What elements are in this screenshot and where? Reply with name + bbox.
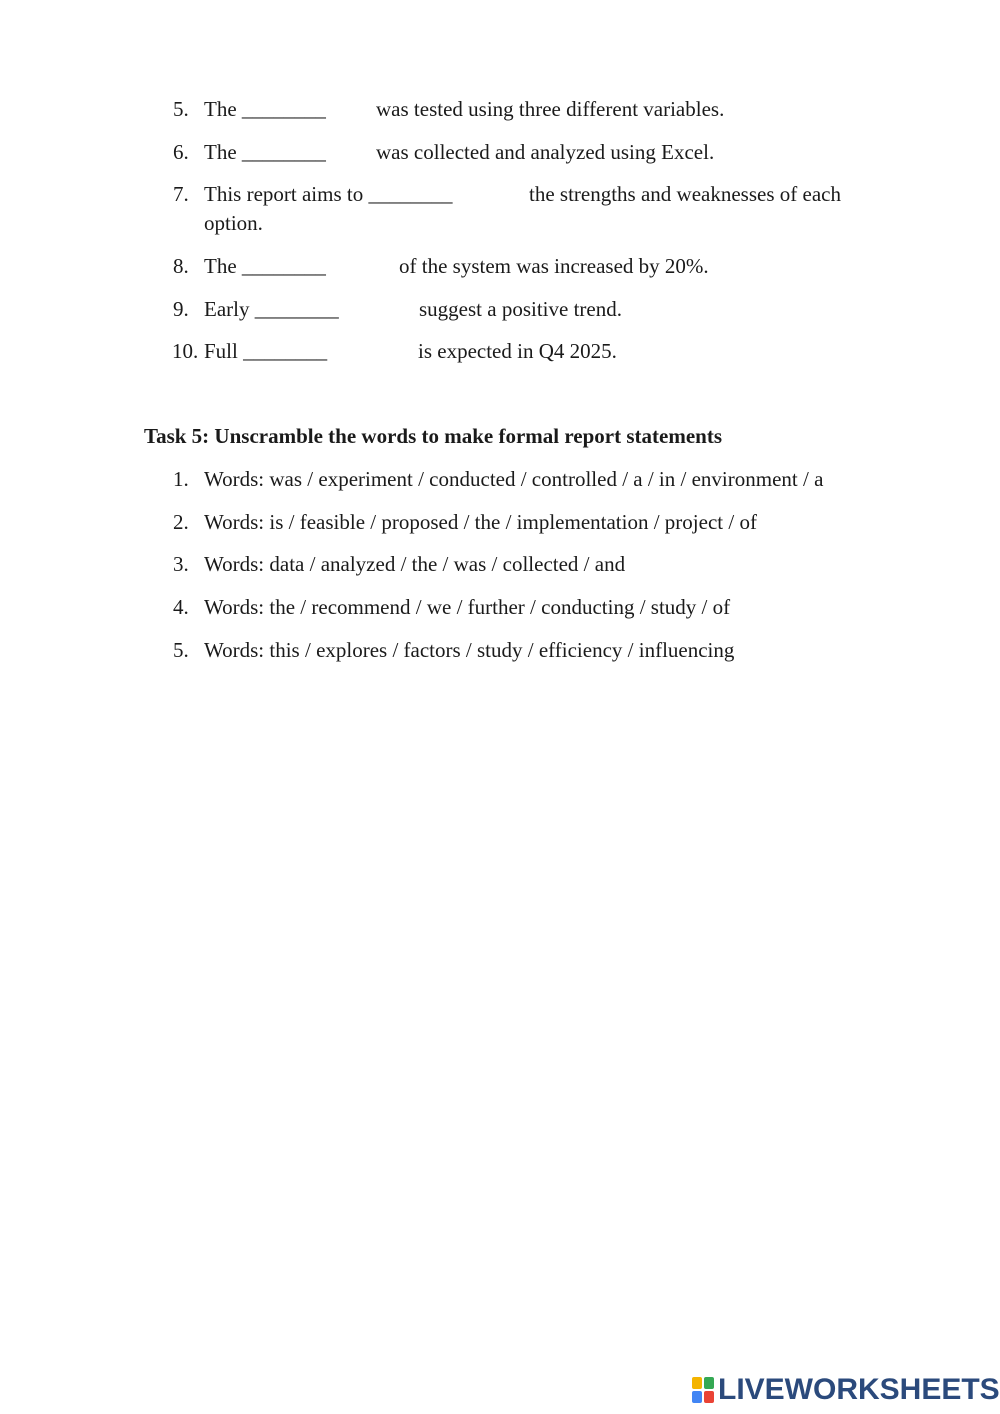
logo-square-red xyxy=(704,1391,714,1403)
item-text-before-blank: Early ________ xyxy=(204,297,339,321)
item-text-before-blank: This report aims to ________ xyxy=(204,182,453,206)
item-number: 4. xyxy=(173,595,189,619)
item-text-after-blank: the strengths and weaknesses of each xyxy=(529,182,841,206)
fill-in-item xyxy=(0,179,1000,209)
item-number: 8. xyxy=(173,254,189,278)
item-text-before-blank: The ________ xyxy=(204,97,326,121)
item-text-after-blank: was collected and analyzed using Excel. xyxy=(376,140,715,164)
item-words: Words: data / analyzed / the / was / collected / and xyxy=(204,552,626,576)
item-words: Words: the / recommend / we / further / conducting / study / of xyxy=(204,595,731,619)
item-number: 7. xyxy=(173,182,189,206)
item-text-before-blank: The ________ xyxy=(204,140,326,164)
item-text-after-blank: suggest a positive trend. xyxy=(419,297,622,321)
item-number: 10. xyxy=(172,339,199,363)
item-number: 2. xyxy=(173,510,189,534)
unscramble-item xyxy=(0,464,1000,494)
fill-in-item xyxy=(0,294,1000,324)
unscramble-item xyxy=(0,549,1000,579)
item-number: 5. xyxy=(173,638,189,662)
liveworksheets-logo-text: LIVEWORKSHEETS xyxy=(718,1373,1000,1406)
item-number: 6. xyxy=(173,140,189,164)
item-number: 3. xyxy=(173,552,189,576)
item-text-after-blank: of the system was increased by 20%. xyxy=(399,254,709,278)
item-text-after-blank: was tested using three different variables. xyxy=(376,97,725,121)
logo-square-yellow xyxy=(692,1377,702,1389)
unscramble-item xyxy=(0,635,1000,665)
unscramble-item xyxy=(0,592,1000,622)
fill-in-item xyxy=(0,137,1000,167)
task5-heading: Task 5: Unscramble the words to make formal report statements xyxy=(144,424,723,448)
item-text-before-blank: The ________ xyxy=(204,254,326,278)
item-number: 9. xyxy=(173,297,189,321)
item-text-after-blank: is expected in Q4 2025. xyxy=(418,339,617,363)
item-number: 1. xyxy=(173,467,189,491)
fill-in-item xyxy=(0,336,1000,366)
logo-square-blue xyxy=(692,1391,702,1403)
liveworksheets-logo-icon xyxy=(692,1377,714,1403)
item-words: Words: is / feasible / proposed / the / implementation / project / of xyxy=(204,510,757,534)
item-text-before-blank: Full ________ xyxy=(204,339,328,363)
fill-in-item xyxy=(0,251,1000,281)
fill-in-item-continuation xyxy=(0,208,1000,238)
item-words: Words: this / explores / factors / study / efficiency / influencing xyxy=(204,638,735,662)
item-continuation-text: option. xyxy=(204,211,263,235)
logo-square-green xyxy=(704,1377,714,1389)
liveworksheets-logo xyxy=(692,1372,1000,1408)
unscramble-item xyxy=(0,507,1000,537)
fill-in-item xyxy=(0,94,1000,124)
item-words: Words: was / experiment / conducted / controlled / a / in / environment / a xyxy=(204,467,824,491)
item-number: 5. xyxy=(173,97,189,121)
